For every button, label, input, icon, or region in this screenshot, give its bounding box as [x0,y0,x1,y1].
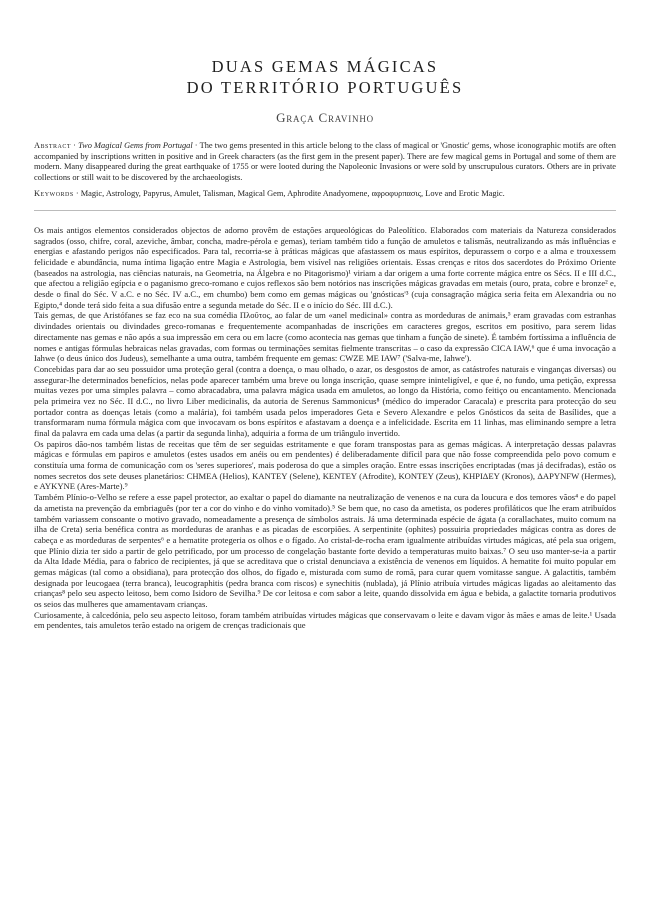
body-paragraph: Curiosamente, à calcedónia, pelo seu aspecto leitoso, foram também atribuídas virtudes mágicas que conservavam o leite e davam vigor às mães e amas de leite.¹ Usada em pendentes, tais amuletos terão estado na origem de crenças tradicionais que [34,609,616,631]
body-paragraph: Os papiros dão-nos também listas de receitas que têm de ser seguidas estritamente e que foram transpostas para as gemas mágicas. A interpretação dessas palavras mágicas e fórmulas em papiros e amuletos (estes usados em anéis ou em pendentes) é deliberadamente difícil para que não fosse compreendida pelo povo comum e constituía uma forma de comunicação com os 'seres superiores', mais poderosa do que a simples oração. Entre essas inscrições encriptadas (mas já decifradas), estão os nomes secretos dos sete deuses planetários: CHMEA (Helios), KANTEY (Selene), KENTEY (Afrodite), KONTEY (Zeus), KHPIΔEY (Kronos), ΔAPYNFW (Hermes), e AYKYNE (Ares-Marte).⁹ [34,438,616,492]
abstract-label: Abstract [34,141,72,150]
section-divider [34,210,616,211]
article-body [34,225,616,631]
title-line-1: DUAS GEMAS MÁGICAS [211,57,439,76]
body-paragraph: Os mais antigos elementos considerados objectos de adorno provêm de estações arqueológicas do Paleolítico. Elaborados com materiais da Natureza considerados sagrados (osso, chifre, coral, azeviche, âmbar, concha, madre-pérola e gemas), teriam também tido a função de amuletos e talismãs, neutralizando as más influências e energias e afastando perigos não especificados. Para tal, recorria-se à práticas mágicas que afastassem os maus espíritos, depurassem o corpo e a alma e trouxessem felicidade e abundância, numa íntima ligação entre Magia e Astrologia, bem visível nas religiões orientais. Essas crenças e ritos dos sacerdotes do Próximo Oriente (baseados na astrologia, nas ciências naturais, na Geometria, na Álgebra e no Pitagorismo)¹ viriam a dar origem a uma forte corrente mágica entre os Sécs. II e III d.C., que afectou a religião egípcia e o paganismo greco-romano e cujos reflexos são bem notórios nas inscrições mágicas gravadas em metais (ouro, prata, cobre e bronze² e, desde o final do Séc. V a.C. e no Séc. IV a.C., em chumbo) bem como em gemas mágicas ou 'gnósticas'³ (cuja consagração mágica seria feita em Alexandria ou no Egipto,⁴ donde terá sido feita a sua difusão entre a segunda metade do Séc. II e o início do Séc. III d.C.). [34,224,616,310]
keywords-text: Magic, Astrology, Papyrus, Amulet, Talisman, Magical Gem, Aphrodite Anadyomene, αφροφυρπασις, Love and Erotic Magic. [80,189,505,199]
keywords-label: Keywords [34,189,74,199]
abstract-title: Two Magical Gems from Portugal [78,141,193,150]
title-line-2: DO TERRITÓRIO PORTUGUÊS [186,78,464,97]
abstract: Abstract · Two Magical Gems from Portugal · The two gems presented in this article belong to the class of magical or 'Gnostic' gems, whose iconographic motifs are often accompanied by inscriptions written in positive and in Greek characters (as the first gem in the present paper). There are few magical gems in Portugal and some of them are modern. Many disappeared during the great earthquake of 1755 or were looted during the Napoleonic Invasions or were sold by unscrupulous curators. Others are in private collections or still wait to be discovered by the archaeologists. [34,141,616,182]
body-paragraph: Concebidas para dar ao seu possuidor uma proteção geral (contra a doença, o mau olhado, o azar, os desgostos de amor, as catástrofes naturais e vinganças diversas) ou assegurar-lhe determinados benefícios, nelas pode aparecer também uma breve ou longa inscrição, quase sempre ininteligível, e que é, no fundo, uma petição, expressa muitas vezes por uma simples palavra – como abracadabra, uma palavra mágica usada em amuletos, ao longo da História, como feitiço ou encantamento. Mencionada pela primeira vez no Séc. II d.C., no livro Liber medicinalis, da autoria de Serenus Sammonicus⁸ (médico do imperador Caracala) e prescrita para protecção do seu portador contra as doenças letais (como a malária), foi também usada pelos imperadores Geta e Severo Alexandre e pelos Gnósticos da seita de Basílides, que a transformaram numa fórmula mágica com que invocavam os bons espíritos e afastavam a doença e a infelicidade. Escrita em 11 linhas, mas eliminando sempre a letra final da palavra em cada uma delas (a partir da segunda linha), adquiria a forma de um triângulo invertido. [34,363,616,439]
article-page [34,56,616,631]
author-name: Graça Cravinho [276,110,374,125]
article-title [34,56,616,98]
keywords: Keywords · Magic, Astrology, Papyrus, Amulet, Talisman, Magical Gem, Aphrodite Anadyomene, αφροφυρπασις, Love and Erotic Magic. [34,189,505,199]
body-paragraph: Tais gemas, de que Aristófanes se faz eco na sua comédia Πλοῦτος, ao falar de um «anel medicinal» contra as mordeduras de animais,⁵ eram gravadas com estranhas divindades orientais ou divindades greco-romanas e frequentemente acompanhadas de inscrições em caracteres gregos, escritos em positivo, para serem lidas directamente nas gemas e não após a sua impressão em cera ou em lacre (como acontecia nas gemas que tinham a função de sinete). É também fortíssima a influência de nomes e antigas fórmulas hebraicas nelas gravadas, com formas ou terminações semitas fielmente transcritas – o caso da expressão CICA IAW,⁶ que é uma invocação a Iahwe (o deus único dos Judeus), semelhante a uma outra, também frequente em gemas: CWZE ME IAW⁷ ('Salva-me, Iahwe'). [34,310,616,364]
abstract-text: The two gems presented in this article belong to the class of magical or 'Gnostic' gems, whose iconographic motifs are often accompanied by inscriptions written in positive and in Greek characters (as the first gem in the present paper). There are few magical gems in Portugal and some of them are modern. Many disappeared during the great earthquake of 1755 or were looted during the Napoleonic Invasions or were sold by unscrupulous curators. Others are in private collections or still wait to be discovered by the archaeologists. [34,141,616,182]
body-paragraph: Também Plínio-o-Velho se refere a esse papel protector, ao exaltar o papel do diamante na neutralização de venenos e na cura da loucura e dos temores vãos⁴ e do papel da ametista na prevenção da embriaguês (por ter a cor do vinho e do vinho vomitado).⁵ Se bem que, no caso da ametista, os poderes profiláticos que lhe eram atribuídos também variassem consoante o motivo gravado, nomeadamente a presença de símbolos astrais. Já uma determinada espécie de ágata (a corallachates, muito comum na ilha de Creta) seria benéfica contra as mordeduras de aranhas e as picadas de escorpiões. A serpentinite (ophites) possuiria propriedades mágicas contra as dores de cabeça e as mordeduras de serpentes⁶ e a hematite protegeria os olhos e o fígado. Ao cristal-de-rocha eram igualmente atribuídas virtudes mágicas, até pela sua origem, que Plínio dizia ter sido a partir de gelo petrificado, por um processo de congelação bastante forte devido a temperaturas muito baixas.⁷ O seu uso manter-se-ia a partir da Alta Idade Média, para o fabrico de recipientes, já que se acreditava que o cristal denunciava a existência de venenos em líquidos. A hematite foi muito popular em gemas mágicas (tal como a obsidiana), para protecção dos olhos, do fígado e, misturada com sumo de romã, para curar quem vomitasse sangue. A galactitis, também designada por leucogaea (terra branca), leucographitis (pedra branca com riscos) e synechitis (nublada), já Plínio atribuía virtudes mágicas ligadas ao aleitamento das crianças⁸ pelo seu aspecto leitoso, bem como Isidoro de Sevilha.⁹ De cor leitosa e com sabor a leite, quando dissolvida em água e bebida, a galactite tornaria produtivos os seios das mulheres que amamentavam crianças. [34,492,616,610]
